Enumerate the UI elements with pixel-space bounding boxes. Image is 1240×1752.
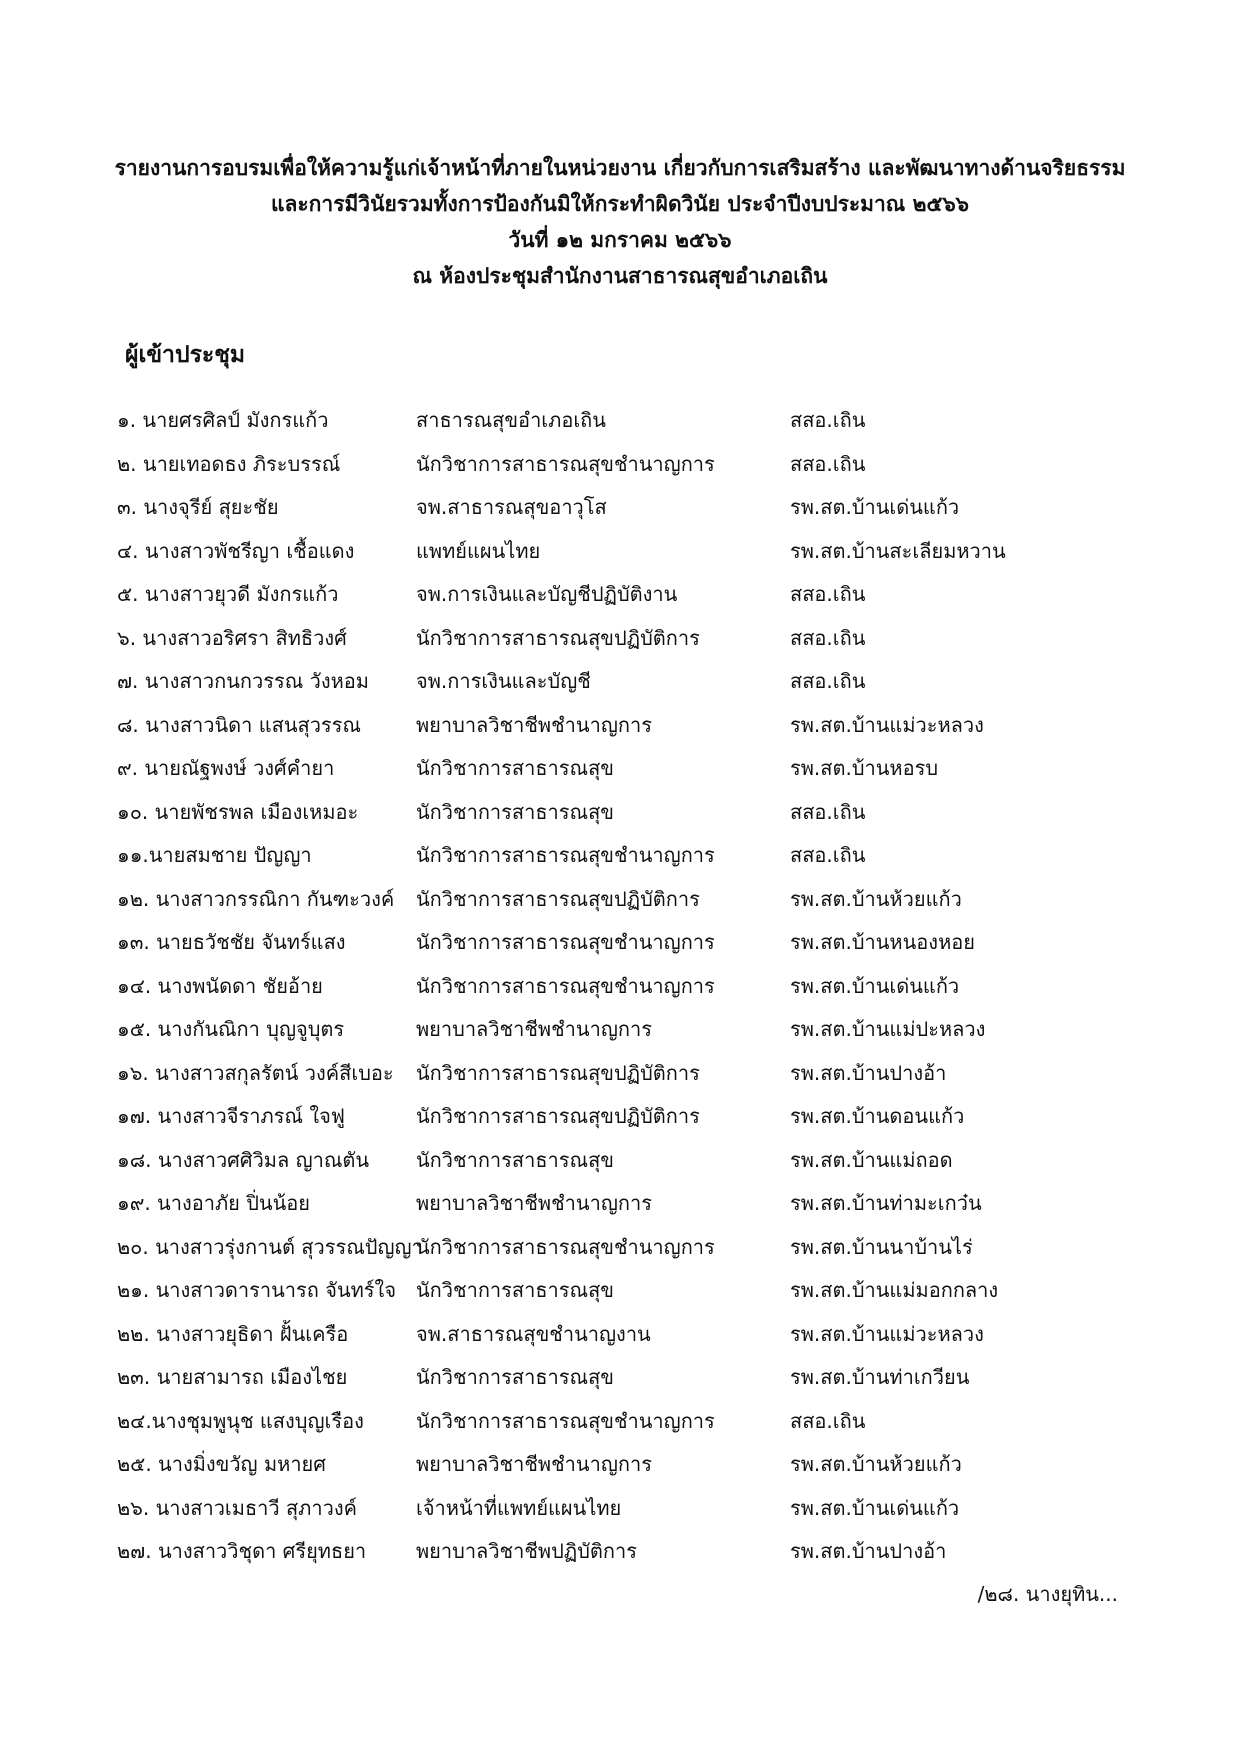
report-date: วันที่ ๑๒ มกราคม ๒๕๖๖ [508,228,732,252]
attendee-position: นักวิชาการสาธารณสุขปฏิบัติการ [416,886,700,911]
attendee-row [0,1182,1240,1226]
attendee-name: ๑๘. นางสาวศศิวิมล ญาณตัน [117,1147,370,1172]
attendee-unit: รพ.สต.บ้านท่าเกวียน [790,1365,970,1389]
attendee-name: ๒๒. นางสาวยุธิดา ฝั้นเครือ [117,1321,349,1346]
attendee-row [0,704,1240,748]
attendee-row [0,791,1240,835]
attendee-unit: รพ.สต.บ้านปางอ้า [790,1539,947,1563]
attendee-position: นักวิชาการสาธารณสุข [416,1278,614,1302]
attendee-name: ๑๔. นางพนัดดา ชัยอ้าย [117,973,323,998]
attendee-position: พยาบาลวิชาชีพชำนาญการ [416,1017,652,1041]
attendee-name: ๘. นางสาวนิดา แสนสุวรรณ [117,712,361,737]
attendee-row [0,1095,1240,1139]
attendee-position: จพ.สาธารณสุขอาวุโส [416,495,607,519]
attendee-position: นักวิชาการสาธารณสุขชำนาญการ [416,973,715,998]
attendee-unit: สสอ.เถิน [790,582,866,606]
attendee-unit: รพ.สต.บ้านแม่ปะหลวง [790,1017,986,1041]
attendee-position: สาธารณสุขอำเภอเถิน [416,408,606,432]
attendee-name: ๑๕. นางกันณิกา บุญจูบุตร [117,1017,345,1041]
attendee-row [0,1226,1240,1270]
attendee-unit: รพ.สต.บ้านห้วยแก้ว [790,886,962,911]
attendee-row [0,1487,1240,1531]
attendee-row [0,1443,1240,1487]
attendee-unit: สสอ.เถิน [790,669,866,693]
attendees-heading: ผู้เข้าประชุม [125,342,246,368]
attendee-row [0,1269,1240,1313]
attendee-row [0,965,1240,1009]
attendee-row [0,1400,1240,1444]
attendee-position: พยาบาลวิชาชีพชำนาญการ [416,1452,652,1476]
attendee-unit: รพ.สต.บ้านหอรบ [790,756,939,780]
attendee-row [0,486,1240,530]
attendee-row [0,747,1240,791]
attendee-unit: รพ.สต.บ้านเด่นแก้ว [790,973,960,998]
attendee-position: เจ้าหน้าที่แพทย์แผนไทย [416,1495,622,1520]
attendee-unit: รพ.สต.บ้านแม่มอกกลาง [790,1278,999,1302]
attendee-position: นักวิชาการสาธารณสุขชำนาญการ [416,451,715,476]
attendee-unit: สสอ.เถิน [790,843,866,867]
attendee-row [0,443,1240,487]
attendee-unit: สสอ.เถิน [790,1408,866,1433]
attendee-row [0,617,1240,661]
attendee-position: นักวิชาการสาธารณสุขชำนาญการ [416,1408,715,1433]
attendee-position: นักวิชาการสาธารณสุขชำนาญการ [416,1234,715,1259]
attendee-position: นักวิชาการสาธารณสุขปฏิบัติการ [416,1060,700,1085]
attendee-unit: รพ.สต.บ้านแม่วะหลวง [790,712,984,737]
attendee-position: นักวิชาการสาธารณสุขปฏิบัติการ [416,1104,700,1128]
attendee-name: ๒๑. นางสาวดารานารถ จันทร์ใจ [117,1278,397,1302]
attendee-list [0,399,1240,1574]
attendee-row [0,1139,1240,1183]
attendee-position: นักวิชาการสาธารณสุขชำนาญการ [416,843,715,867]
attendee-position: นักวิชาการสาธารณสุข [416,1147,614,1172]
attendee-name: ๒๔.นางชุมพูนุช แสงบุญเรือง [117,1408,364,1433]
attendee-position: พยาบาลวิชาชีพปฏิบัติการ [416,1539,637,1563]
attendee-row [0,1052,1240,1096]
attendee-row [0,1008,1240,1052]
attendee-name: ๑๙. นางอาภัย ปิ่นน้อย [117,1191,310,1215]
continuation-note: /๒๘. นางยุทิน... [977,1582,1118,1606]
attendee-unit: รพ.สต.บ้านท่ามะเกว๋น [790,1191,982,1215]
attendee-row [0,878,1240,922]
attendee-position: จพ.การเงินและบัญชีปฏิบัติงาน [416,582,678,606]
attendee-position: นักวิชาการสาธารณสุข [416,1365,614,1389]
attendee-row [0,1313,1240,1357]
attendee-unit: รพ.สต.บ้านหนองหอย [790,930,975,954]
attendee-name: ๑. นายศรศิลป์ มังกรแก้ว [117,408,329,432]
attendee-position: พยาบาลวิชาชีพชำนาญการ [416,1191,652,1215]
attendee-unit: สสอ.เถิน [790,799,866,824]
attendee-name: ๑๓. นายธวัชชัย จันทร์แสง [117,930,346,954]
attendee-unit: รพ.สต.บ้านแม่วะหลวง [790,1321,984,1346]
attendee-unit: รพ.สต.บ้านปางอ้า [790,1060,947,1085]
attendee-name: ๒๕. นางมิ่งขวัญ มหายศ [117,1452,326,1476]
attendee-unit: รพ.สต.บ้านนาบ้านไร่ [790,1234,973,1259]
attendee-row [0,530,1240,574]
attendee-unit: รพ.สต.บ้านเด่นแก้ว [790,495,960,519]
attendee-position: จพ.สาธารณสุขชำนาญงาน [416,1321,651,1346]
attendee-row [0,660,1240,704]
attendee-name: ๙. นายณัฐพงษ์ วงศ์คำยา [117,756,335,780]
attendee-position: นักวิชาการสาธารณสุขปฏิบัติการ [416,625,700,650]
report-title: รายงานการอบรมเพื่อให้ความรู้แก่เจ้าหน้าที่ภายในหน่วยงาน เกี่ยวกับการเสริมสร้าง และพัฒนาทางด้านจริยธรรม [114,156,1126,180]
attendee-unit: รพ.สต.บ้านเด่นแก้ว [790,1495,960,1520]
attendee-name: ๒๖. นางสาวเมธาวี สุภาวงค์ [117,1495,357,1520]
attendee-row [0,834,1240,878]
attendee-name: ๒๓. นายสามารถ เมืองไชย [117,1365,348,1389]
attendee-name: ๑๑.นายสมชาย ปัญญา [117,843,312,867]
attendee-position: นักวิชาการสาธารณสุข [416,799,614,824]
attendee-position: แพทย์แผนไทย [416,538,541,563]
attendee-unit: รพ.สต.บ้านดอนแก้ว [790,1104,965,1128]
document-header [0,150,1240,294]
attendee-name: ๖. นางสาวอริศรา สิทธิวงศ์ [117,625,347,650]
attendee-name: ๑๐. นายพัชรพล เมืองเหมอะ [117,799,359,824]
attendee-unit: รพ.สต.บ้านห้วยแก้ว [790,1452,962,1476]
attendee-position: นักวิชาการสาธารณสุขชำนาญการ [416,930,715,954]
attendee-row [0,1356,1240,1400]
attendee-position: พยาบาลวิชาชีพชำนาญการ [416,712,652,737]
attendee-row [0,921,1240,965]
attendee-name: ๗. นางสาวกนกวรรณ วังหอม [117,669,369,693]
attendee-unit: สสอ.เถิน [790,451,866,476]
attendee-row [0,399,1240,443]
attendee-name: ๑๗. นางสาวจีราภรณ์ ใจฟู [117,1104,345,1128]
report-subtitle: และการมีวินัยรวมทั้งการป้องกันมิให้กระทำผิดวินัย ประจำปีงบประมาณ ๒๕๖๖ [271,192,969,216]
attendee-row [0,573,1240,617]
attendee-name: ๕. นางสาวยุวดี มังกรแก้ว [117,582,339,606]
attendee-name: ๒๗. นางสาววิชุดา ศรียุทธยา [117,1539,367,1563]
attendee-name: ๑๖. นางสาวสกุลรัตน์ วงค์สีเบอะ [117,1060,394,1085]
attendee-position: นักวิชาการสาธารณสุข [416,756,614,780]
attendee-name: ๒๐. นางสาวรุ่งกานต์ สุวรรณปัญญา [117,1234,423,1259]
attendee-name: ๔. นางสาวพัชรีญา เชื้อแดง [117,538,355,563]
attendee-row [0,1530,1240,1574]
attendee-position: จพ.การเงินและบัญชี [416,669,591,693]
attendee-name: ๓. นางจุรีย์ สุยะชัย [117,495,279,519]
attendee-unit: รพ.สต.บ้านสะเลียมหวาน [790,538,1006,563]
attendee-unit: สสอ.เถิน [790,408,866,432]
attendee-unit: รพ.สต.บ้านแม่ถอด [790,1147,953,1172]
attendee-unit: สสอ.เถิน [790,625,866,650]
report-venue: ณ ห้องประชุมสำนักงานสาธารณสุขอำเภอเถิน [412,264,828,288]
attendee-name: ๒. นายเทอดธง ภิระบรรณ์ [117,451,341,476]
attendee-name: ๑๒. นางสาวกรรณิกา กันฑะวงค์ [117,886,395,911]
